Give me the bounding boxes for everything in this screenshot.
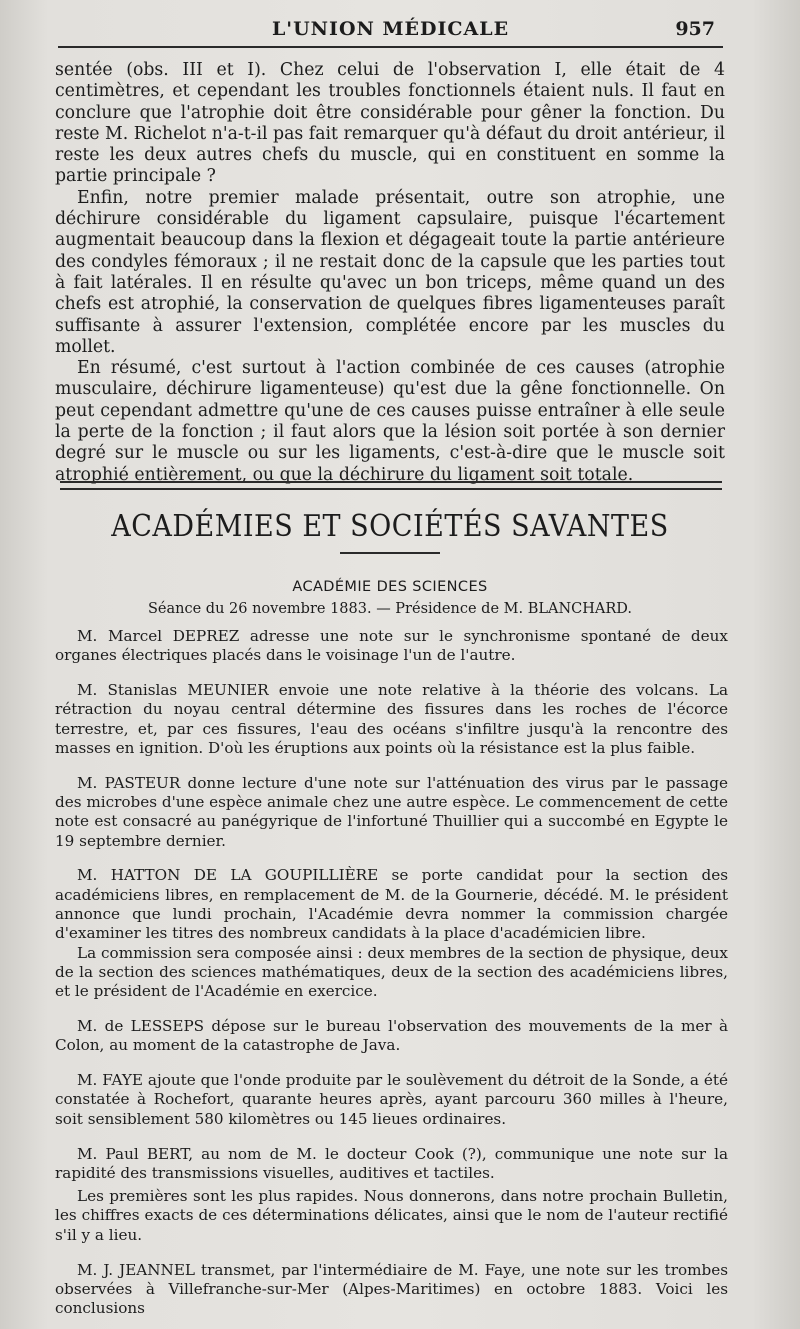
communication-text: adresse une note sur le synchronisme spontané de deux organes électriques placés dans le voisinage l'un de l'autre.: [55, 627, 728, 665]
communication-text: dépose sur le bureau l'observation des mouvements de la mer à Colon, au moment de la catastrophe de Java.: [55, 1017, 729, 1055]
title-underline: [340, 552, 440, 554]
communication-text: La commission sera composée ainsi : deux membres de la section de physique, deux de la section des sciences mathématiques, deux de la section des académiciens libres, et le président de l'Académie en exercice.: [55, 943, 728, 1001]
speaker-name: M. J. JEANNEL: [77, 1260, 196, 1279]
speaker-name: M. FAYE: [77, 1071, 143, 1090]
page-number: 957: [675, 18, 715, 40]
speaker-name: M. Marcel DEPREZ: [77, 627, 240, 645]
communication-paragraph: [55, 627, 728, 666]
speaker-name: M. PASTEUR: [77, 773, 181, 792]
section-divider: [60, 481, 722, 490]
speaker-name: M. HATTON DE LA GOUPILLIÈRE: [77, 866, 379, 885]
communication-text: transmet, par l'intermédiaire de M. Faye, une note sur les trombes observées à Villefranche-sur-Mer (Alpes-Maritimes) en octobre 1883. Voici les conclusions: [55, 1260, 728, 1318]
communication-paragraph: [55, 681, 728, 758]
academy-communications: [55, 627, 728, 1318]
seance-line: Séance du 26 novembre 1883. — Présidence de M. BLANCHARD.: [147, 601, 632, 617]
header-rule: [58, 46, 723, 48]
section-title: ACADÉMIES ET SOCIÉTÉS SAVANTES: [111, 509, 669, 544]
communication-paragraph: [55, 774, 728, 851]
article-paragraph: En résumé, c'est surtout à l'action combinée de ces causes (atrophie musculaire, déchirure ligamenteuse) qu'est due la gêne fonctionnelle. On peut cependant admettre qu'une de ces causes puisse entraîner à elle seule la perte de la fonction ; il faut alors que la lésion soit portée à son dernier degré sur le muscle ou sur les ligaments, c'est-à-dire que le muscle soit atrophié entièrement, ou que la déchirure du ligament soit totale.: [55, 358, 725, 485]
communication-paragraph: [55, 866, 728, 943]
communication-paragraph: [55, 944, 728, 1002]
communication-text: se porte candidat pour la section des académiciens libres, en remplacement de M. de la Gournerie, décédé. M. le président annonce que lundi prochain, l'Académie devra nommer la commission chargée d'examiner les titres des nombreux candidats à la place d'académicien libre.: [55, 866, 728, 943]
communication-text: donne lecture d'une note sur l'atténuation des virus par le passage des microbes d'une espèce animale chez une autre espèce. Le commencement de cette note est consacré au panégyrique de l'infortuné Thuillier qui a succombé en Egypte le 19 septembre dernier.: [55, 773, 728, 850]
speaker-name: M. Paul BERT: [77, 1144, 189, 1163]
speaker-name: M. Stanislas MEUNIER: [77, 681, 269, 700]
article-continuation: [55, 60, 725, 486]
communication-text: envoie une note relative à la théorie des volcans. La rétraction du noyau central détermine des fissures dans les roches de l'écorce terrestre, et, par ces fissures, l'eau des océans s'infiltre jusqu'à la rencontre des masses en ignition. D'où les éruptions aux points où la résistance est la plus faible.: [55, 681, 729, 757]
running-header: [58, 16, 723, 46]
article-paragraph: Enfin, notre premier malade présentait, outre son atrophie, une déchirure considérable du ligament capsulaire, puisque l'écartement augmentait beaucoup dans la flexion et dégageait toute la partie antérieure des condyles fémoraux ; il ne restait donc de la capsule que les parties tout à fait latérales. Il en résulte qu'avec un bon triceps, même quand un des chefs est atrophié, la conservation de quelques fibres ligamenteuses paraît suffisante à assurer l'extension, complétée encore par les muscles du mollet.: [55, 187, 725, 357]
communication-text: ajoute que l'onde produite par le soulèvement du détroit de la Sonde, a été constatée à Rochefort, quarante heures après, ayant parcouru 360 milles à l'heure, soit sensiblement 580 kilomètres ou 145 lieues ordinaires.: [55, 1071, 728, 1128]
communication-text: Les premières sont les plus rapides. Nous donnerons, dans notre prochain Bulletin, les chiffres exacts de ces déterminations délicates, ainsi que le nom de l'auteur rectifié s'il y a lieu.: [55, 1187, 728, 1244]
communication-paragraph: [55, 1261, 728, 1319]
communication-paragraph: [55, 1145, 728, 1184]
communication-paragraph: [55, 1187, 728, 1245]
article-paragraph: sentée (obs. III et I). Chez celui de l'observation I, elle était de 4 centimètres, et cependant les troubles fonctionnels étaient nuls. Il faut en conclure que l'atrophie doit être considérable pour gêner la fonction. Du reste M. Richelot n'a-t-il pas fait remarquer qu'à défaut du droit antérieur, il reste les deux autres chefs du muscle, qui en constituent en somme la partie principale ?: [55, 60, 725, 187]
journal-title: L'UNION MÉDICALE: [271, 18, 510, 40]
communication-paragraph: [55, 1071, 728, 1129]
communication-text: , au nom de M. le docteur Cook (?), communique une note sur la rapidité des transmissions visuelles, auditives et tactiles.: [55, 1144, 728, 1182]
speaker-name: M. de LESSEPS: [77, 1017, 205, 1036]
communication-paragraph: [55, 1017, 728, 1056]
subsection-title: ACADÉMIE DES SCIENCES: [292, 579, 488, 595]
